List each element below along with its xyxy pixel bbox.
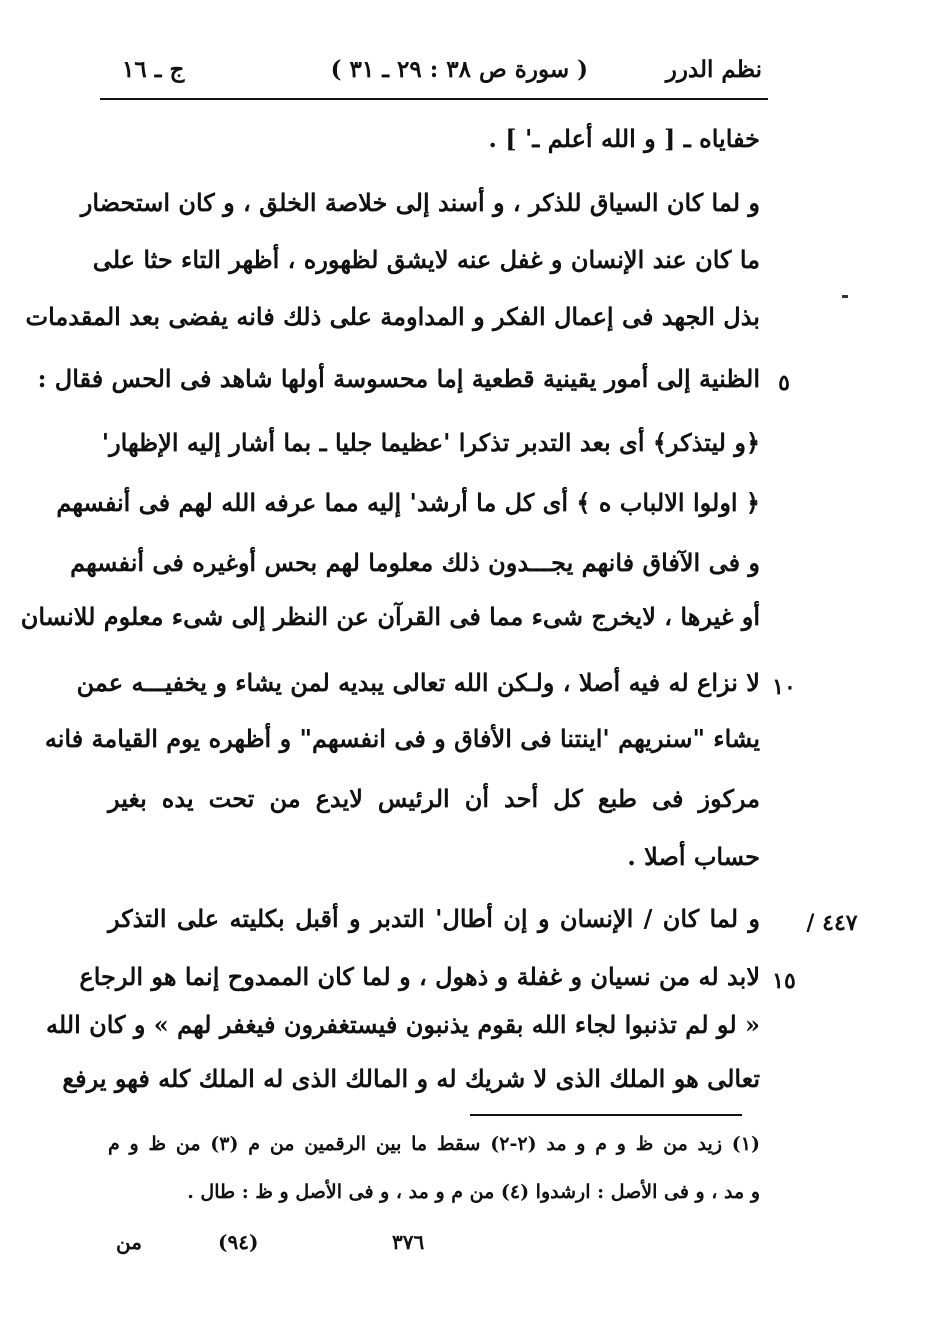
line-number-15: ١٥ bbox=[772, 968, 796, 994]
volume-number: ج ـ ١٦ bbox=[122, 56, 185, 83]
footnote-line-2: و مد ، و فى الأصل : ارشدوا (٤) من م و مد ، و فى الأصل و ظ : طال . bbox=[187, 1181, 760, 1203]
header-rule bbox=[100, 98, 768, 100]
book-title: نظم الدرر bbox=[665, 56, 762, 83]
text-line-14: و لما كان / الإنسان و إن أطال' التدبر و أقبل بكليته على التذكر bbox=[108, 904, 760, 933]
text-line-6: ﴿و ليتذكر﴾ أى بعد التدبر تذكرا 'عظيما جليا ـ بما أشار إليه الإظهار' bbox=[101, 428, 760, 457]
text-line-4: بذل الجهد فى إعمال الفكر و المداومة على ذلك فانه يفضى بعد المقدمات bbox=[25, 302, 760, 331]
running-header bbox=[100, 52, 768, 96]
text-line-16: « لو لم تذنبوا لجاء الله بقوم يذنبون فيستغفرون فيغفر لهم » و كان الله bbox=[45, 1010, 760, 1039]
text-line-13: حساب أصلا . bbox=[627, 842, 760, 871]
text-line-5: الظنية إلى أمور يقينية قطعية إما محسوسة أولها شاهد فى الحس فقال : bbox=[37, 364, 760, 393]
catchword: من bbox=[116, 1230, 142, 1254]
text-line-11: يشاء "سنريهم 'اينتنا فى الأفاق و فى انفسهم" و أظهره يوم القيامة فانه bbox=[44, 724, 760, 753]
text-line-9: أو غيرها ، لايخرج شىء مما فى القرآن عن النظر إلى شىء معلوم للانسان bbox=[20, 602, 760, 631]
text-line-8: و فى الآفاق فانهم يجـــدون ذلك معلوما لهم بحس أوغيره فى أنفسهم bbox=[70, 548, 760, 577]
text-line-17: تعالى هو الملك الذى لا شريك له و المالك الذى له الملك كله فهو يرفع bbox=[62, 1064, 760, 1093]
text-line-12: مركوز فى طبع كل أحد أن الرئيس لايدع من تحت يده بغير bbox=[108, 784, 760, 813]
text-line-3: ما كان عند الإنسان و غفل عنه لايشق لظهوره ، أظهر التاء حثا على bbox=[92, 245, 760, 274]
page-number: ٣٧٦ bbox=[392, 1230, 425, 1254]
footnote-rule bbox=[470, 1114, 742, 1116]
text-line-15: لابد له من نسيان و غفلة و ذهول ، و لما كان الممدوح إنما هو الرجاع bbox=[79, 962, 760, 991]
line-number-10: ١٠ bbox=[772, 674, 796, 700]
signature-mark: (٩٤) bbox=[218, 1230, 259, 1254]
footnote-line-1: (١) زيد من ظ و م و مد (٢-٢) سقط ما بين الرقمين من م (٣) من ظ و م bbox=[108, 1133, 760, 1155]
line-number-5: ٥ bbox=[778, 370, 790, 396]
text-line-2: و لما كان السياق للذكر ، و أسند إلى خلاصة الخلق ، و كان استحضار bbox=[80, 188, 760, 217]
text-line-10: لا نزاع له فيه أصلا ، ولـكن الله تعالى يبديه لمن يشاء و يخفيـــه عمن bbox=[76, 668, 760, 697]
scan-speck bbox=[842, 295, 848, 298]
text-line-1: خفاياه ـ [ و الله أعلم ـ' ] . bbox=[488, 124, 760, 153]
surah-reference: ( سورة ص ٣٨ : ٢٩ ـ ٣١ ) bbox=[330, 56, 588, 83]
text-line-7: ﴿ اولوا الالباب ه ﴾ أى كل ما أرشد' إليه مما عرفه الله لهم فى أنفسهم bbox=[56, 488, 760, 517]
margin-folio-note: ٤٤٧ / bbox=[806, 910, 858, 936]
